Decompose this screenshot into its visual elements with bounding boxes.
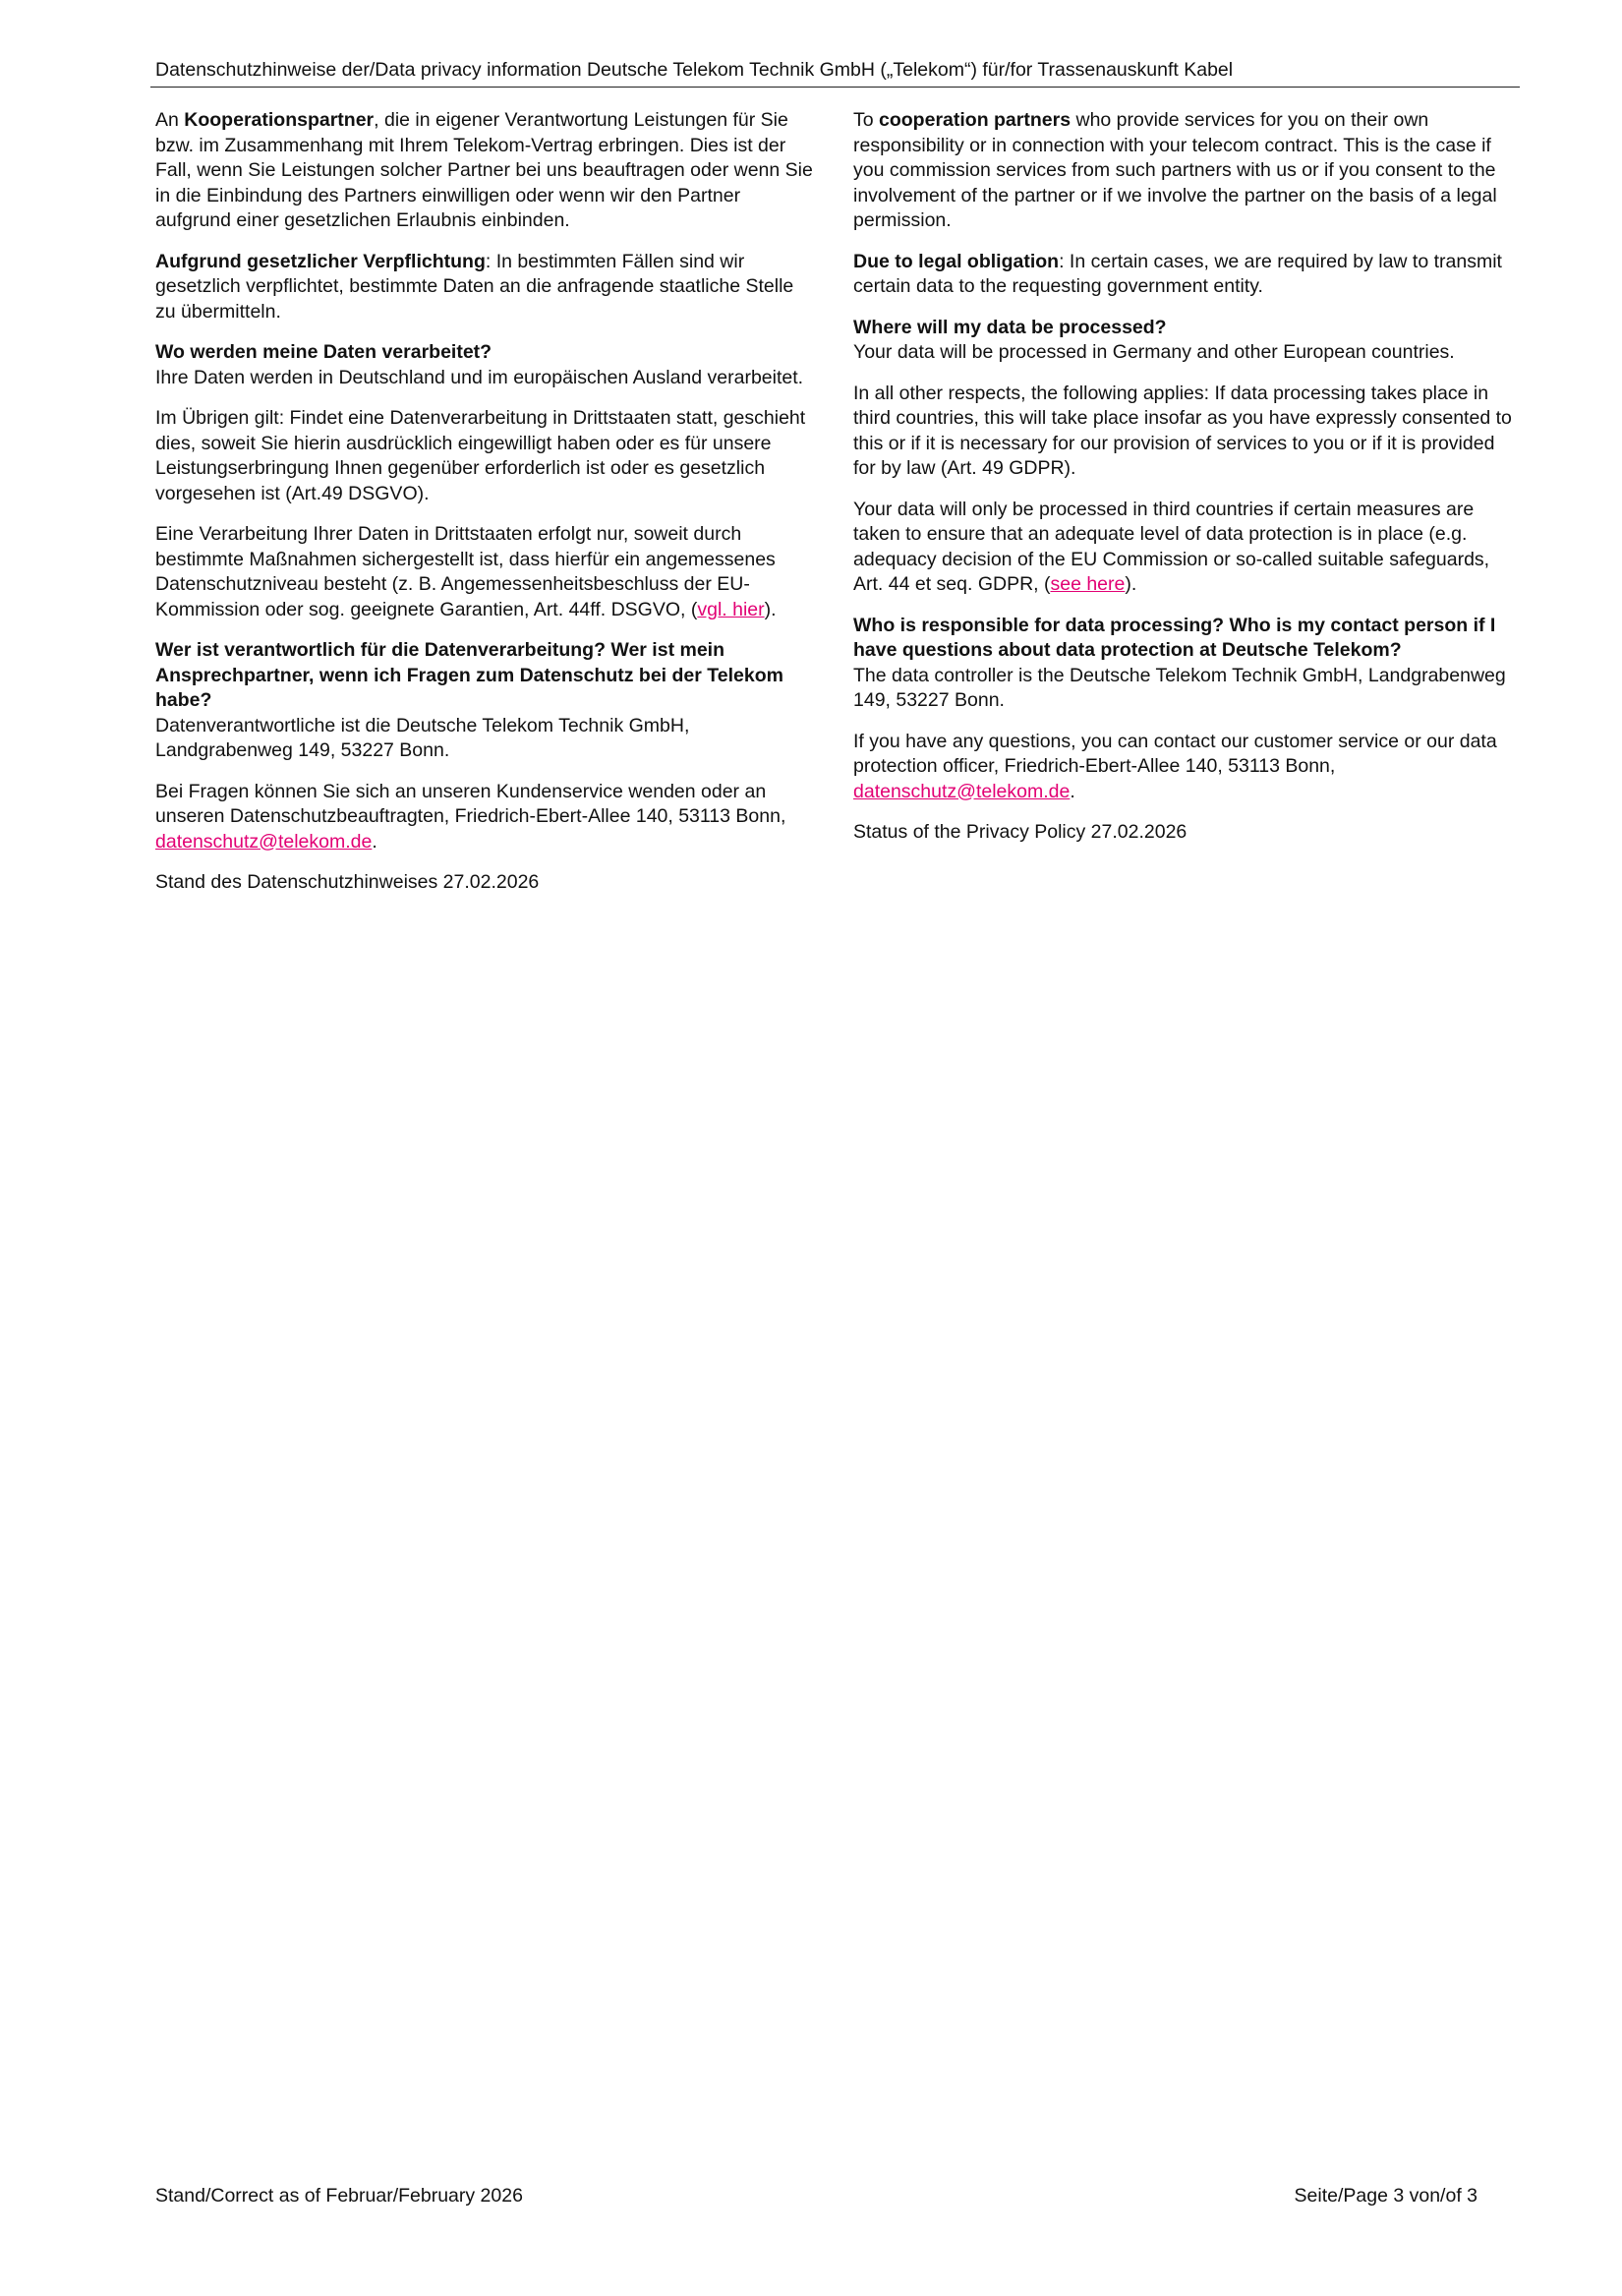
text-span: The data controller is the Deutsche Telekom Technik GmbH, Landgrabenweg 149, 53227 Bonn. (853, 664, 1506, 711)
text-span: If you have any questions, you can contact our customer service or our data protection officer, Friedrich-Ebert-Allee 140, 53113 Bonn, (853, 730, 1497, 777)
bold-term: Aufgrund gesetzlicher Verpflichtung (155, 250, 486, 272)
text-span: ). (1125, 573, 1137, 595)
text-span: Your data will only be processed in third countries if certain measures are taken to ensure that an adequate level of data protection is in place (e.g. adequacy decision of the EU Commission or so-called suitable safeguards, Art. 44 et seq. GDPR, ( (853, 498, 1490, 595)
section-heading: Wo werden meine Daten verarbeitet? (155, 341, 492, 363)
footer-page-number: Seite/Page 3 von/of 3 (1294, 2185, 1477, 2207)
see-here-link[interactable]: see here (1050, 573, 1126, 595)
responsibility-section (155, 638, 814, 764)
section-heading: Wer ist verantwortlich für die Datenverarbeitung? Wer ist mein Ansprechpartner, wenn ich Fragen zum Datenschutz bei der Telekom habe? (155, 639, 783, 711)
cooperation-partners-paragraph (155, 108, 814, 234)
text-span: Eine Verarbeitung Ihrer Daten in Drittstaaten erfolgt nur, soweit durch bestimmte Maßnahmen sichergestellt ist, dass hierfür ein angemessenes Datenschutzniveau besteht (z. B. Angemessenheitsbeschluss der EU-Kommission oder sog. geeignete Garantien, Art. 44ff. DSGVO, ( (155, 523, 776, 620)
third-country-paragraph: In all other respects, the following applies: If data processing takes place in third countries, this will take place insofar as you have expressly consented to this or if it is necessary for our provision of services to you or if it is provided for by law (Art. 49 GDPR). (853, 382, 1512, 479)
text-span: : In bestimmten Fällen sind wir gesetzlich verpflichtet, bestimmte Daten an die anfragende staatliche Stelle zu übermitteln. (155, 250, 794, 323)
third-country-paragraph: Im Übrigen gilt: Findet eine Datenverarbeitung in Drittstaaten statt, geschieht dies, soweit Sie hierin ausdrücklich eingewilligt haben oder es für unsere Leistungserbringung Ihnen gegenüber erforderlich ist oder es gesetzlich vorgesehen ist (Art.49 DSGVO). (155, 407, 806, 504)
text-span: Bei Fragen können Sie sich an unseren Kundenservice wenden oder an unseren Datenschutzbeauftragten, Friedrich-Ebert-Allee 140, 53113 Bonn, (155, 780, 786, 827)
footer-date: Stand/Correct as of Februar/February 2026 (155, 2185, 523, 2207)
bold-term: cooperation partners (879, 109, 1072, 131)
text-span: . (1070, 780, 1075, 802)
legal-obligation-paragraph (155, 250, 814, 325)
english-column (853, 108, 1512, 861)
text-span: : In certain cases, we are required by law to transmit certain data to the requesting government entity. (853, 250, 1502, 297)
bold-term: Due to legal obligation (853, 250, 1060, 272)
text-span: . (372, 830, 377, 853)
section-heading: Where will my data be processed? (853, 316, 1167, 338)
contact-paragraph (853, 730, 1512, 805)
text-span: Your data will be processed in Germany and other European countries. (853, 341, 1455, 363)
third-country-safeguards-paragraph (155, 522, 814, 622)
bold-term: Kooperationspartner (184, 109, 375, 131)
text-span: who provide services for you on their own responsibility or in connection with your telecom contract. This is the case if you commission services from such partners with us or if you consent to the involvement of the partner or if we involve the partner on the basis of a legal permission. (853, 109, 1497, 231)
german-column (155, 108, 814, 912)
text-span: Ihre Daten werden in Deutschland und im europäischen Ausland verarbeitet. (155, 366, 804, 388)
see-here-link[interactable]: vgl. hier (697, 598, 765, 620)
email-link[interactable]: datenschutz@telekom.de (155, 830, 373, 853)
legal-obligation-paragraph (853, 250, 1512, 300)
document-header: Datenschutzhinweise der/Data privacy information Deutsche Telekom Technik GmbH („Telekom“) für/for Trassenauskunft Kabel (150, 57, 1520, 88)
text-span: , die in eigener Verantwortung Leistungen für Sie bzw. im Zusammenhang mit Ihrem Telekom-Vertrag erbringen. Dies ist der Fall, wenn Sie Leistungen solcher Partner bei uns beauftragen oder wenn Sie in die Einbindung des Partners einwilligen oder wenn wir den Partner aufgrund einer gesetzlichen Erlaubnis einbinden. (155, 109, 813, 231)
processing-location-section (155, 340, 814, 390)
third-country-safeguards-paragraph (853, 498, 1512, 598)
cooperation-partners-paragraph (853, 108, 1512, 234)
email-link[interactable]: datenschutz@telekom.de (853, 780, 1071, 802)
contact-paragraph (155, 780, 814, 855)
responsibility-section (853, 614, 1512, 714)
text-span: To (853, 109, 880, 131)
processing-location-section (853, 316, 1512, 366)
text-span: ). (764, 598, 777, 620)
section-heading: Who is responsible for data processing? Who is my contact person if I have questions about data protection at Deutsche Telekom? (853, 614, 1496, 661)
policy-status: Stand des Datenschutzhinweises 27.02.2026 (155, 871, 540, 893)
text-span: Datenverantwortliche ist die Deutsche Telekom Technik GmbH, Landgrabenweg 149, 53227 Bonn. (155, 714, 690, 761)
policy-status: Status of the Privacy Policy 27.02.2026 (853, 821, 1188, 843)
text-span: An (155, 109, 185, 131)
